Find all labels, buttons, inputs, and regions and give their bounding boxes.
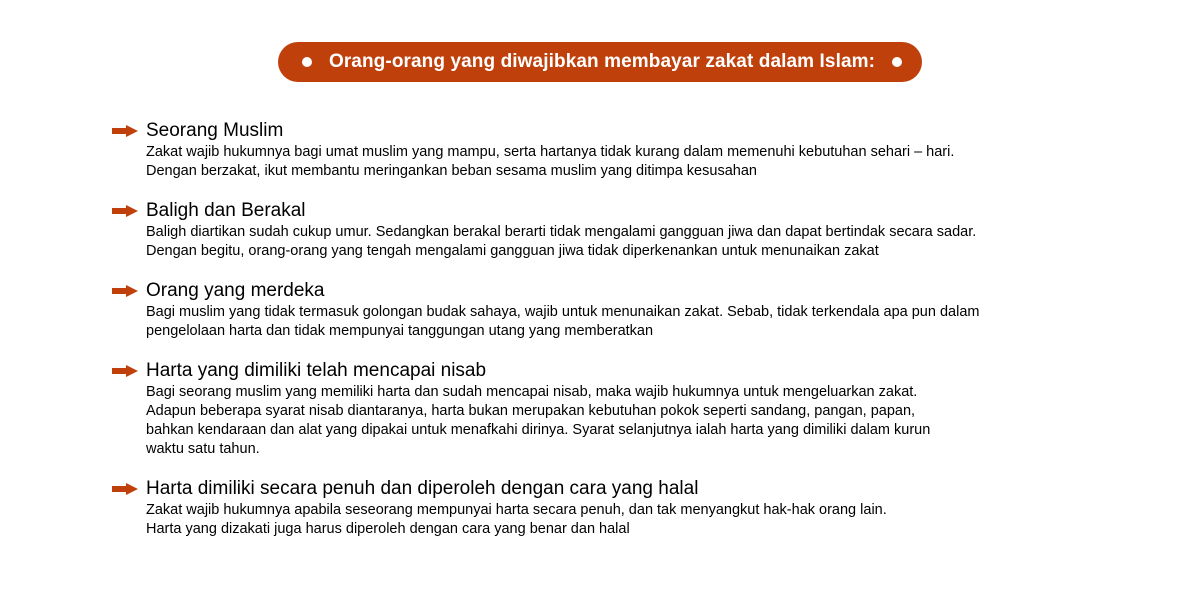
item-heading: Orang yang merdeka [146, 280, 325, 301]
arrow-right-icon [112, 205, 138, 217]
item-line: Harta yang dizakati juga harus diperoleh dengan cara yang benar dan halal [146, 521, 630, 537]
item-line: pengelolaan harta dan tidak mempunyai tanggungan utang yang memberatkan [146, 323, 654, 339]
item-heading: Baligh dan Berakal [146, 200, 306, 221]
item-heading: Harta dimiliki secara penuh dan diperoleh dengan cara yang halal [146, 478, 699, 499]
item-line: Zakat wajib hukumnya bagi umat muslim yang mampu, serta hartanya tidak kurang dalam memenuhi kebutuhan sehari – hari. [146, 144, 955, 160]
list-item [112, 359, 1112, 459]
item-line: Bagi muslim yang tidak termasuk golongan budak sahaya, wajib untuk menunaikan zakat. Sebab, tidak terkendala apa pun dalam [146, 304, 980, 320]
list-item [112, 199, 1112, 261]
arrow-right-icon [112, 125, 138, 137]
list-item [112, 119, 1112, 181]
item-line: Dengan berzakat, ikut membantu meringankan beban sesama muslim yang ditimpa kesusahan [146, 163, 757, 179]
arrow-right-icon [112, 285, 138, 297]
item-heading: Seorang Muslim [146, 120, 284, 141]
item-heading: Harta yang dimiliki telah mencapai nisab [146, 360, 487, 381]
requirements-list [112, 119, 1112, 539]
banner-title: Orang-orang yang diwajibkan membayar zakat dalam Islam: [328, 51, 876, 72]
item-line: Dengan begitu, orang-orang yang tengah mengalami gangguan jiwa tidak diperkenankan untuk menunaikan zakat [146, 243, 879, 259]
item-line: Adapun beberapa syarat nisab diantaranya, harta bukan merupakan kebutuhan pokok seperti sandang, pangan, papan, [146, 403, 916, 419]
title-banner [278, 42, 922, 82]
item-line: bahkan kendaraan dan alat yang dipakai untuk menafkahi dirinya. Syarat selanjutnya ialah harta yang dimiliki dalam kurun [146, 422, 931, 438]
list-item [112, 279, 1112, 341]
item-line: waktu satu tahun. [146, 441, 260, 457]
list-item [112, 477, 1112, 539]
item-line: Baligh diartikan sudah cukup umur. Sedangkan berakal berarti tidak mengalami gangguan jiwa dan dapat bertindak secara sadar. [146, 224, 977, 240]
arrow-right-icon [112, 365, 138, 377]
item-line: Bagi seorang muslim yang memiliki harta dan sudah mencapai nisab, maka wajib hukumnya untuk mengeluarkan zakat. [146, 384, 918, 400]
item-line: Zakat wajib hukumnya apabila seseorang mempunyai harta secara penuh, dan tak menyangkut hak-hak orang lain. [146, 502, 887, 518]
arrow-right-icon [112, 483, 138, 495]
dot-icon [302, 57, 312, 67]
dot-icon [892, 57, 902, 67]
